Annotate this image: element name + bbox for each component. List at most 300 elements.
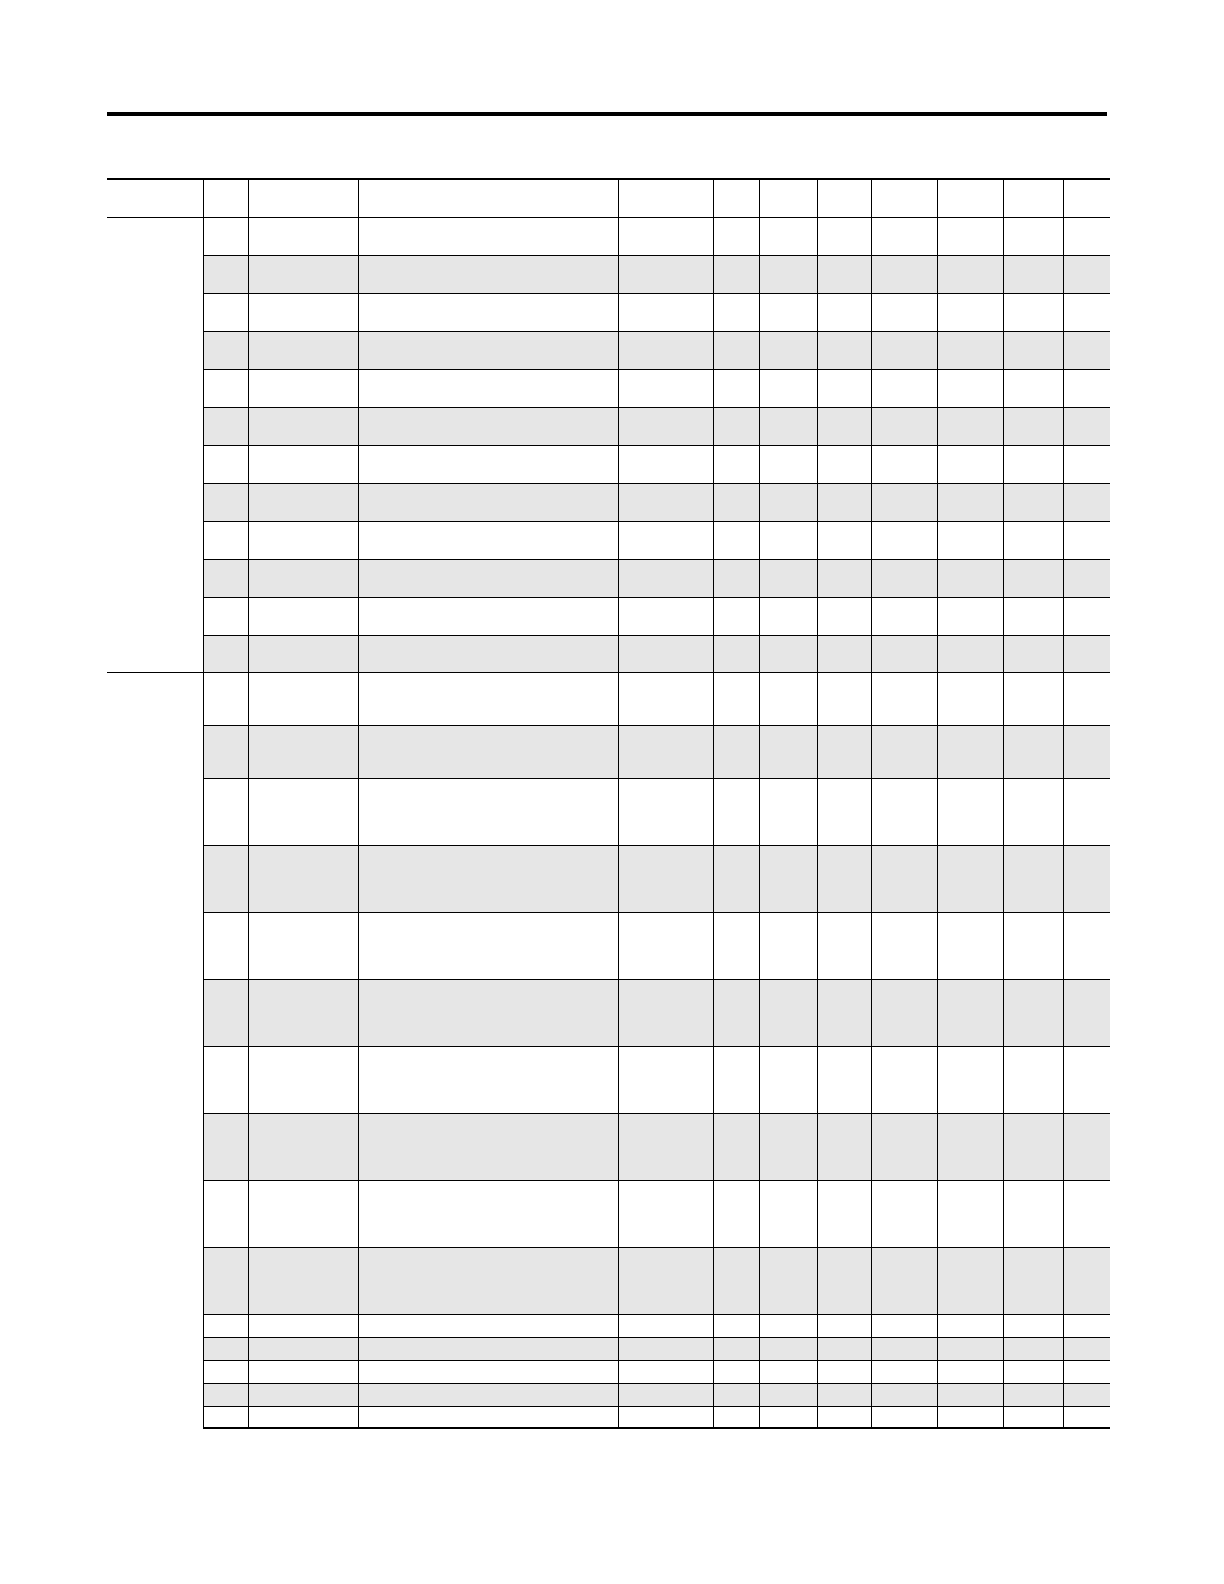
table-cell: [759, 1315, 817, 1338]
table-cell: [759, 218, 817, 256]
header-cell: [358, 179, 618, 218]
table-cell: [203, 1181, 248, 1248]
table-cell: [1003, 484, 1063, 522]
table-cell: [1063, 1248, 1110, 1315]
table-cell: [1063, 1181, 1110, 1248]
table-cell: [759, 980, 817, 1047]
table-cell: [871, 1114, 937, 1181]
table-cell: [618, 598, 713, 636]
table-row: [107, 1047, 1110, 1114]
table-cell: [1063, 726, 1110, 779]
table-cell: [203, 218, 248, 256]
table-cell: [618, 1407, 713, 1428]
table-cell: [937, 636, 1003, 673]
table-cell: [817, 636, 871, 673]
table-cell: [937, 726, 1003, 779]
table-cell: [618, 522, 713, 560]
header-cell: [759, 179, 817, 218]
table-cell: [817, 673, 871, 726]
table-cell: [1063, 1361, 1110, 1384]
table-cell: [1003, 636, 1063, 673]
table-cell: [713, 673, 759, 726]
table-cell: [817, 980, 871, 1047]
table-cell: [203, 636, 248, 673]
table-cell: [248, 1181, 358, 1248]
table-header-row: [107, 179, 1110, 218]
table-cell: [871, 846, 937, 913]
table-cell: [1003, 980, 1063, 1047]
table-cell: [1003, 1114, 1063, 1181]
table-cell: [871, 370, 937, 408]
table-cell: [1063, 218, 1110, 256]
table-cell: [817, 332, 871, 370]
table-cell: [203, 370, 248, 408]
table-cell: [937, 846, 1003, 913]
table-cell: [937, 1047, 1003, 1114]
table-cell: [817, 256, 871, 294]
data-table: [107, 178, 1110, 1429]
table-cell: [203, 913, 248, 980]
table-row: [107, 913, 1110, 980]
table-cell: [358, 1384, 618, 1407]
table-cell: [817, 1047, 871, 1114]
table-cell: [871, 256, 937, 294]
table-cell: [1063, 484, 1110, 522]
table-cell: [1003, 598, 1063, 636]
table-cell: [1003, 332, 1063, 370]
table-row: [107, 370, 1110, 408]
table-cell: [1003, 1315, 1063, 1338]
table-cell: [759, 446, 817, 484]
table-cell: [358, 370, 618, 408]
table-cell: [203, 294, 248, 332]
table-cell: [1003, 846, 1063, 913]
table-cell: [203, 408, 248, 446]
table-cell: [1003, 408, 1063, 446]
header-cell: [107, 179, 203, 218]
table-cell: [871, 1338, 937, 1361]
table-cell: [203, 726, 248, 779]
table-cell: [1063, 779, 1110, 846]
table-cell: [713, 726, 759, 779]
table-cell: [1063, 294, 1110, 332]
table-cell: [618, 332, 713, 370]
table-cell: [937, 1315, 1003, 1338]
table-cell: [937, 913, 1003, 980]
group-label: [107, 673, 203, 1428]
table-cell: [618, 1248, 713, 1315]
table-cell: [248, 408, 358, 446]
table-cell: [618, 726, 713, 779]
table-cell: [817, 726, 871, 779]
table-cell: [937, 1181, 1003, 1248]
table-cell: [618, 294, 713, 332]
table-cell: [713, 560, 759, 598]
table-cell: [713, 636, 759, 673]
table-row: [107, 1407, 1110, 1428]
table-cell: [1063, 636, 1110, 673]
table-cell: [248, 370, 358, 408]
table-cell: [358, 522, 618, 560]
table-cell: [817, 1361, 871, 1384]
table-cell: [1003, 1181, 1063, 1248]
table-cell: [871, 1315, 937, 1338]
table-cell: [358, 1047, 618, 1114]
table-row: [107, 294, 1110, 332]
table-cell: [817, 484, 871, 522]
table-cell: [871, 332, 937, 370]
table-cell: [203, 846, 248, 913]
table-cell: [1063, 1338, 1110, 1361]
table-cell: [358, 726, 618, 779]
table-cell: [358, 1315, 618, 1338]
table-cell: [759, 560, 817, 598]
table-cell: [358, 218, 618, 256]
table-cell: [937, 370, 1003, 408]
table-cell: [871, 218, 937, 256]
table-cell: [871, 1361, 937, 1384]
table-cell: [358, 256, 618, 294]
table-cell: [1003, 1361, 1063, 1384]
table-cell: [713, 1181, 759, 1248]
table-cell: [937, 1361, 1003, 1384]
table-cell: [871, 673, 937, 726]
table-cell: [759, 370, 817, 408]
table-cell: [203, 1315, 248, 1338]
table-cell: [871, 779, 937, 846]
table-cell: [618, 636, 713, 673]
table-cell: [817, 1384, 871, 1407]
table-cell: [248, 522, 358, 560]
table-cell: [618, 256, 713, 294]
table-cell: [713, 1114, 759, 1181]
table-row: [107, 598, 1110, 636]
table-cell: [871, 636, 937, 673]
table-cell: [937, 484, 1003, 522]
table-cell: [358, 673, 618, 726]
header-cell: [937, 179, 1003, 218]
table-cell: [871, 1248, 937, 1315]
table-cell: [817, 294, 871, 332]
table-cell: [871, 1384, 937, 1407]
table-cell: [618, 1181, 713, 1248]
table-cell: [618, 446, 713, 484]
table-cell: [618, 980, 713, 1047]
table-cell: [713, 256, 759, 294]
table-cell: [759, 408, 817, 446]
table-cell: [759, 726, 817, 779]
table-cell: [713, 1384, 759, 1407]
table-cell: [1063, 598, 1110, 636]
header-cell: [1003, 179, 1063, 218]
table-cell: [248, 1384, 358, 1407]
table-cell: [203, 446, 248, 484]
header-cell: [713, 179, 759, 218]
table-cell: [203, 332, 248, 370]
table-cell: [937, 1338, 1003, 1361]
table-cell: [248, 218, 358, 256]
table-cell: [817, 522, 871, 560]
table-cell: [1063, 446, 1110, 484]
table-cell: [871, 913, 937, 980]
table-cell: [759, 522, 817, 560]
table-cell: [713, 1338, 759, 1361]
table-row: [107, 560, 1110, 598]
table-cell: [203, 1384, 248, 1407]
table-cell: [618, 408, 713, 446]
table-cell: [618, 1338, 713, 1361]
table-cell: [203, 256, 248, 294]
table-cell: [817, 218, 871, 256]
table-cell: [1003, 256, 1063, 294]
table-cell: [358, 1181, 618, 1248]
header-cell: [871, 179, 937, 218]
table-cell: [358, 446, 618, 484]
table-cell: [618, 1384, 713, 1407]
table-cell: [759, 846, 817, 913]
table-cell: [1003, 370, 1063, 408]
table-cell: [1063, 1384, 1110, 1407]
table-cell: [1003, 1047, 1063, 1114]
table-cell: [817, 1181, 871, 1248]
table-row: [107, 1361, 1110, 1384]
table-cell: [759, 636, 817, 673]
table-cell: [871, 560, 937, 598]
table-row: [107, 1181, 1110, 1248]
table-row: [107, 218, 1110, 256]
table-cell: [358, 408, 618, 446]
table-cell: [1003, 1338, 1063, 1361]
table-cell: [871, 522, 937, 560]
table-cell: [358, 332, 618, 370]
table-cell: [248, 446, 358, 484]
table-cell: [817, 1407, 871, 1428]
table-cell: [817, 1114, 871, 1181]
table-cell: [203, 484, 248, 522]
table-cell: [358, 913, 618, 980]
table-cell: [248, 726, 358, 779]
table-cell: [759, 913, 817, 980]
table-cell: [203, 1361, 248, 1384]
table-cell: [713, 980, 759, 1047]
table-cell: [817, 560, 871, 598]
header-cell: [248, 179, 358, 218]
table-cell: [759, 1114, 817, 1181]
table-cell: [871, 1407, 937, 1428]
table-cell: [713, 446, 759, 484]
table-row: [107, 408, 1110, 446]
table-cell: [713, 1248, 759, 1315]
header-rule: [107, 112, 1107, 116]
table-cell: [713, 332, 759, 370]
table-row: [107, 1384, 1110, 1407]
table-cell: [759, 1248, 817, 1315]
table-cell: [937, 256, 1003, 294]
group-label: [107, 218, 203, 673]
table-cell: [937, 408, 1003, 446]
table-cell: [1003, 560, 1063, 598]
table-cell: [871, 484, 937, 522]
header-cell: [817, 179, 871, 218]
table-cell: [358, 980, 618, 1047]
table-cell: [248, 1047, 358, 1114]
table-cell: [248, 846, 358, 913]
table-cell: [248, 1407, 358, 1428]
table-cell: [871, 980, 937, 1047]
table-cell: [817, 1338, 871, 1361]
table-cell: [248, 294, 358, 332]
table-cell: [817, 408, 871, 446]
table-cell: [1063, 980, 1110, 1047]
table-cell: [759, 673, 817, 726]
table-cell: [817, 1248, 871, 1315]
table-cell: [759, 1181, 817, 1248]
table-body: [107, 218, 1110, 1428]
table-cell: [937, 779, 1003, 846]
table-cell: [937, 1407, 1003, 1428]
table-cell: [1003, 522, 1063, 560]
table-cell: [1003, 673, 1063, 726]
table-cell: [937, 1384, 1003, 1407]
table-cell: [937, 446, 1003, 484]
table-row: [107, 846, 1110, 913]
table-cell: [871, 598, 937, 636]
table-cell: [358, 484, 618, 522]
table-cell: [759, 1384, 817, 1407]
table-cell: [618, 484, 713, 522]
table-cell: [937, 218, 1003, 256]
table-cell: [618, 779, 713, 846]
table-cell: [759, 294, 817, 332]
table-cell: [248, 779, 358, 846]
table-row: [107, 484, 1110, 522]
table-cell: [1063, 846, 1110, 913]
table-cell: [203, 560, 248, 598]
table-cell: [871, 294, 937, 332]
table-cell: [759, 598, 817, 636]
table-cell: [1063, 1114, 1110, 1181]
table-cell: [203, 522, 248, 560]
table-cell: [248, 332, 358, 370]
table-row: [107, 1315, 1110, 1338]
table-cell: [358, 1338, 618, 1361]
table-row: [107, 636, 1110, 673]
table-cell: [713, 522, 759, 560]
table-cell: [871, 408, 937, 446]
header-cell: [618, 179, 713, 218]
table-cell: [1003, 218, 1063, 256]
table-cell: [203, 673, 248, 726]
table-row: [107, 522, 1110, 560]
table-cell: [1063, 913, 1110, 980]
table-row: [107, 980, 1110, 1047]
table-cell: [759, 1047, 817, 1114]
table-cell: [1003, 779, 1063, 846]
table-cell: [358, 560, 618, 598]
table-cell: [618, 673, 713, 726]
table-cell: [1063, 673, 1110, 726]
table-cell: [248, 560, 358, 598]
table-cell: [759, 484, 817, 522]
table-cell: [1063, 256, 1110, 294]
table-cell: [203, 598, 248, 636]
table-cell: [358, 1361, 618, 1384]
table-cell: [1003, 294, 1063, 332]
table-cell: [248, 673, 358, 726]
table-cell: [817, 370, 871, 408]
table-cell: [759, 1338, 817, 1361]
table-cell: [248, 1361, 358, 1384]
table-cell: [1063, 560, 1110, 598]
table-cell: [759, 779, 817, 846]
table-cell: [618, 370, 713, 408]
table-cell: [203, 1047, 248, 1114]
table-cell: [817, 446, 871, 484]
table-cell: [358, 1114, 618, 1181]
table-row: [107, 726, 1110, 779]
table-cell: [713, 779, 759, 846]
table-cell: [937, 1114, 1003, 1181]
table-cell: [358, 294, 618, 332]
table-cell: [203, 1114, 248, 1181]
table-cell: [817, 846, 871, 913]
table-cell: [358, 846, 618, 913]
table-cell: [248, 636, 358, 673]
table-cell: [759, 332, 817, 370]
table-cell: [1003, 446, 1063, 484]
table-cell: [1063, 408, 1110, 446]
table-cell: [618, 1114, 713, 1181]
table-cell: [618, 1361, 713, 1384]
table-cell: [713, 913, 759, 980]
table-cell: [713, 370, 759, 408]
table-cell: [1063, 1315, 1110, 1338]
table-cell: [203, 1248, 248, 1315]
table-cell: [713, 1047, 759, 1114]
table-cell: [1063, 332, 1110, 370]
table-cell: [1003, 726, 1063, 779]
table-cell: [871, 726, 937, 779]
table-row: [107, 779, 1110, 846]
table-cell: [713, 408, 759, 446]
table-cell: [248, 1248, 358, 1315]
table-cell: [618, 1315, 713, 1338]
table-cell: [1003, 1407, 1063, 1428]
table-cell: [358, 1248, 618, 1315]
table-cell: [937, 294, 1003, 332]
table-cell: [358, 598, 618, 636]
table-cell: [713, 218, 759, 256]
table-cell: [817, 1315, 871, 1338]
table-cell: [713, 1315, 759, 1338]
table-cell: [1063, 370, 1110, 408]
table-cell: [937, 673, 1003, 726]
table-cell: [713, 846, 759, 913]
table-cell: [248, 913, 358, 980]
table-cell: [937, 1248, 1003, 1315]
table-cell: [713, 1361, 759, 1384]
table-cell: [1063, 522, 1110, 560]
table-cell: [713, 598, 759, 636]
table-cell: [713, 294, 759, 332]
table-cell: [871, 1047, 937, 1114]
table-cell: [759, 256, 817, 294]
table-row: [107, 1114, 1110, 1181]
header-cell: [1063, 179, 1110, 218]
table-row: [107, 256, 1110, 294]
table-cell: [1003, 913, 1063, 980]
table-cell: [358, 636, 618, 673]
